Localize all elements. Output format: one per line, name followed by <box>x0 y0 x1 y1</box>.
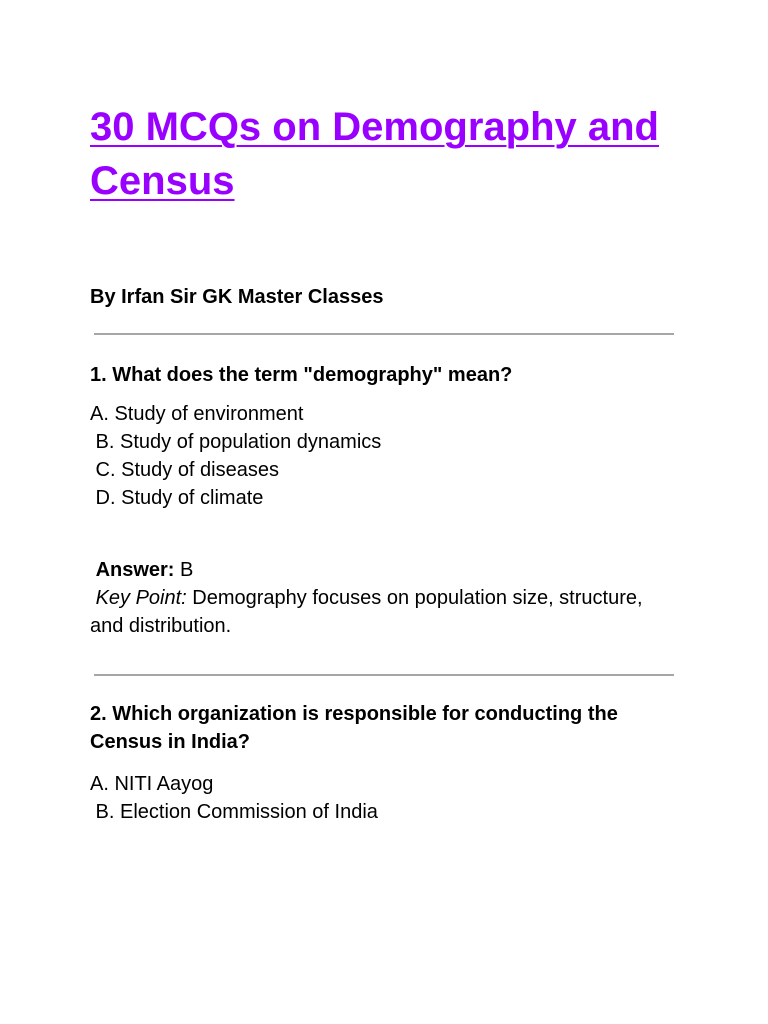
option-b: B. Study of population dynamics <box>90 431 382 453</box>
answer-value: B <box>174 559 194 581</box>
question-1-options <box>90 400 690 512</box>
title-link[interactable]: 30 MCQs on Demography and Census <box>90 105 659 203</box>
question-2-options <box>90 770 690 826</box>
option-a: A. Study of environment <box>90 403 304 425</box>
divider <box>94 333 674 335</box>
keypoint-text: Demography focuses on population size, structure, and distribution. <box>90 587 643 637</box>
option-c: C. Study of diseases <box>90 459 279 481</box>
answer-label: Answer: <box>95 559 175 581</box>
option-b: B. Election Commission of India <box>90 801 378 823</box>
question-1-answer <box>90 556 650 640</box>
keypoint-label: Key Point: <box>95 587 187 609</box>
option-d: D. Study of climate <box>90 487 264 509</box>
question-1-text: 1. What does the term "demography" mean? <box>90 364 513 386</box>
divider <box>94 674 674 676</box>
question-2-text: 2. Which organization is responsible for conducting the Census in India? <box>90 703 618 753</box>
author-byline: By Irfan Sir GK Master Classes <box>90 286 384 308</box>
document-title[interactable] <box>90 100 690 208</box>
option-a: A. NITI Aayog <box>90 773 214 795</box>
